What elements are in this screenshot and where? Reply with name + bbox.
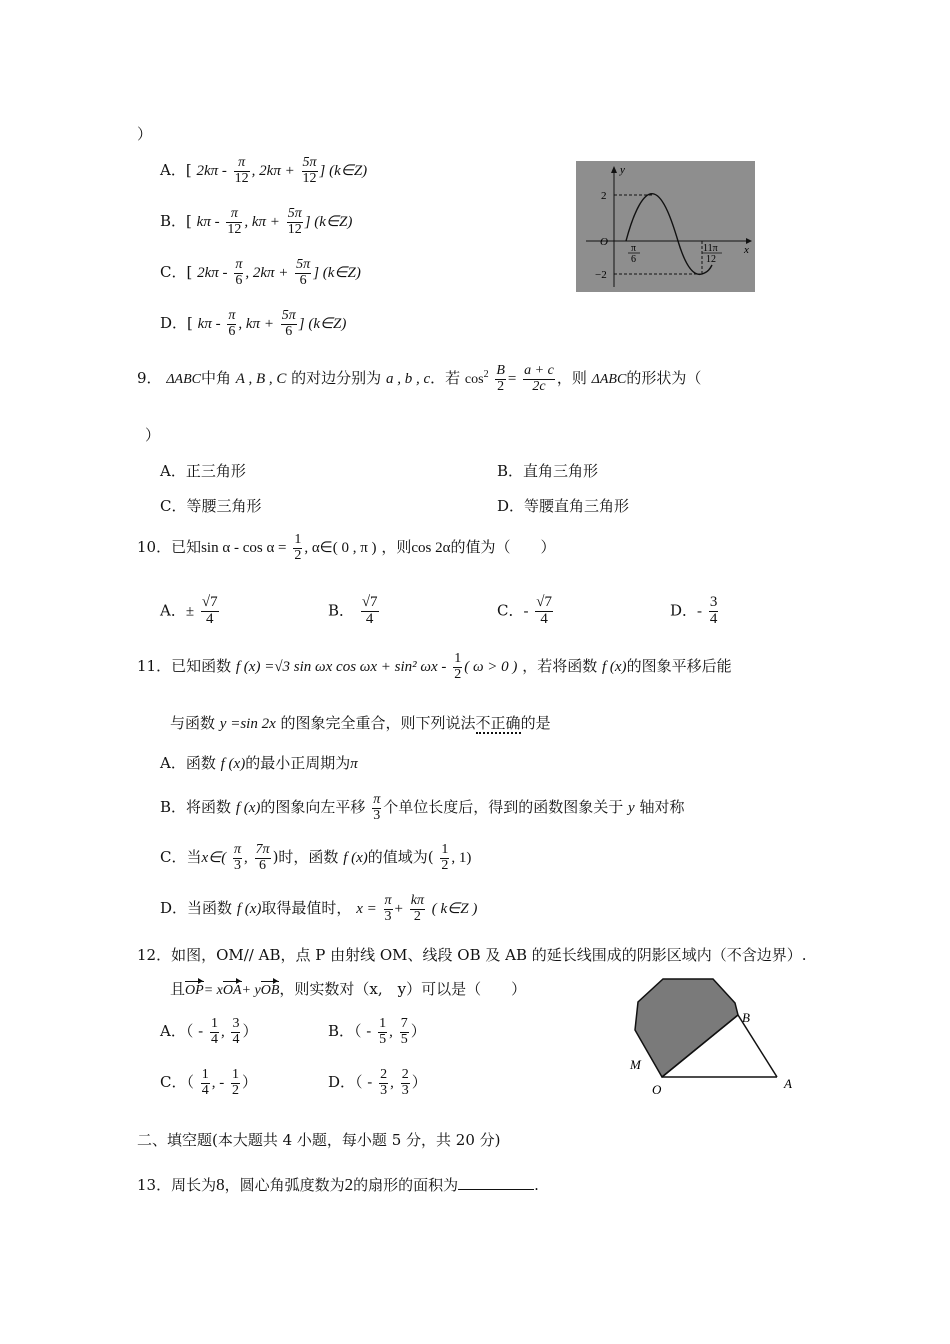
q12-option-a: A．（ - $\frac{1}{4}$ , $\frac{3}{4}$ ） <box>160 1016 258 1047</box>
q9-option-a: A．正三角形 <box>160 462 246 480</box>
q9-option-c: C．等腰三角形 <box>160 497 262 515</box>
q8-tail: ） <box>137 125 153 143</box>
section-heading: 二、填空题(本大题共 4 小题，每小题 5 分，共 20 分) <box>137 1131 501 1149</box>
q12-option-b: B．（ - $\frac{1}{5}$ , $\frac{7}{5}$ ） <box>328 1016 426 1047</box>
sine-graph-figure <box>576 161 755 292</box>
q10-option-b: B． $\frac{√7}{4}$ <box>328 594 378 627</box>
q11-stem: 11．已知函数 f (x) =√3 sin ωx cos ωx + sin² ωx - $\frac{1}{2}$ ( ω > 0 ) ，若将函数 f (x)的图象平移后能 <box>137 651 732 682</box>
q9-tail: ） <box>145 426 161 444</box>
answer-blank[interactable] <box>458 1175 534 1190</box>
q12-option-c: C．（ $\frac{1}{4}$ , - $\frac{1}{2}$ ） <box>160 1067 258 1098</box>
graph-tick-pi6-num: π <box>631 243 637 254</box>
graph-tick-11pi12-den: 12 <box>706 254 716 265</box>
q13-stem: 13．周长为8，圆心角弧度数为2的扇形的面积为 . <box>137 1175 539 1194</box>
q12-stem: 12．如图，OM// AB，点 P 由射线 OM、线段 OB 及 AB 的延长线围成的阴影区域内（不含边界）. <box>137 946 807 964</box>
point-m-label: M <box>630 1057 641 1072</box>
q9-option-b: B．直角三角形 <box>497 462 599 480</box>
q10-option-c: C．- $\frac{√7}{4}$ <box>497 594 552 627</box>
q11-stem-line2: 与函数 y =sin 2x 的图象完全重合，则下列说法不正确的是 <box>170 714 551 732</box>
graph-y-label: y <box>620 164 625 176</box>
q12-stem-line2: 且OP= xOA+ yOB，则实数对（x, y）可以是（ ） <box>170 980 527 998</box>
q11-option-d: D．当函数 f (x)取得最值时， x = $\frac{\pi}{3}$ + $\frac{k\pi}{2}$ ( k∈Z ) <box>160 893 478 924</box>
q11-option-c: C．当x∈( $\frac{\pi}{3}$ , $\frac{7\pi}{6}$ )时，函数 f (x)的值域为( $\frac{1}{2}$ , 1) <box>160 842 472 873</box>
graph-origin: O <box>600 236 608 248</box>
q11-option-b: B．将函数 f (x)的图象向左平移 $\frac{\pi}{3}$ 个单位长度后，得到的函数图象关于 y 轴对称 <box>160 792 685 823</box>
q10-stem: 10．已知sin α - cos α = $\frac{1}{2}$ , α∈( 0 , π ) ，则cos 2α的值为（ ） <box>137 532 556 563</box>
q8-option-d: D．[ kπ - $\frac{\pi}{6}$ , kπ + $\frac{5\pi}{6}$ ] (k∈Z) <box>160 308 347 339</box>
q10-option-d: D．- $\frac{3}{4}$ <box>670 594 718 627</box>
graph-tick-11pi12-num: 11π <box>703 243 718 254</box>
q11-option-a: A．函数 f (x)的最小正周期为π <box>160 754 358 772</box>
q8-option-c: C．[ 2kπ - $\frac{\pi}{6}$ , 2kπ + $\frac{5\pi}{6}$ ] (k∈Z) <box>160 257 361 288</box>
point-b-label: B <box>742 1010 750 1025</box>
q10-option-a: A．± $\frac{√7}{4}$ <box>160 594 218 627</box>
point-o-label: O <box>652 1082 662 1097</box>
q9-stem: 9． ΔABC中角 A , B , C 的对边分别为 a , b , c．若 $\cos^2$ $\frac{B}{2}$ = $\frac{a + c}{2c}$ ，则 ΔABC的形状为（ <box>137 363 702 394</box>
q8-option-b: B．[ kπ - $\frac{\pi}{12}$ , kπ + $\frac{5\pi}{12}$ ] (k∈Z) <box>160 206 353 237</box>
q8-option-a: A．[ 2kπ - $\frac{\pi}{12}$ , 2kπ + $\frac{5\pi}{12}$ ] (k∈Z) <box>160 155 368 186</box>
graph-tick-2: 2 <box>601 190 607 202</box>
graph-tick-neg2: −2 <box>595 269 607 281</box>
graph-tick-pi6-den: 6 <box>631 254 636 265</box>
q12-option-d: D．（ - $\frac{2}{3}$ , $\frac{2}{3}$ ） <box>328 1067 427 1098</box>
point-a-label: A <box>784 1076 792 1091</box>
graph-x-label: x <box>744 244 749 256</box>
q9-option-d: D．等腰直角三角形 <box>497 497 630 515</box>
vector-region-figure <box>620 975 810 1100</box>
